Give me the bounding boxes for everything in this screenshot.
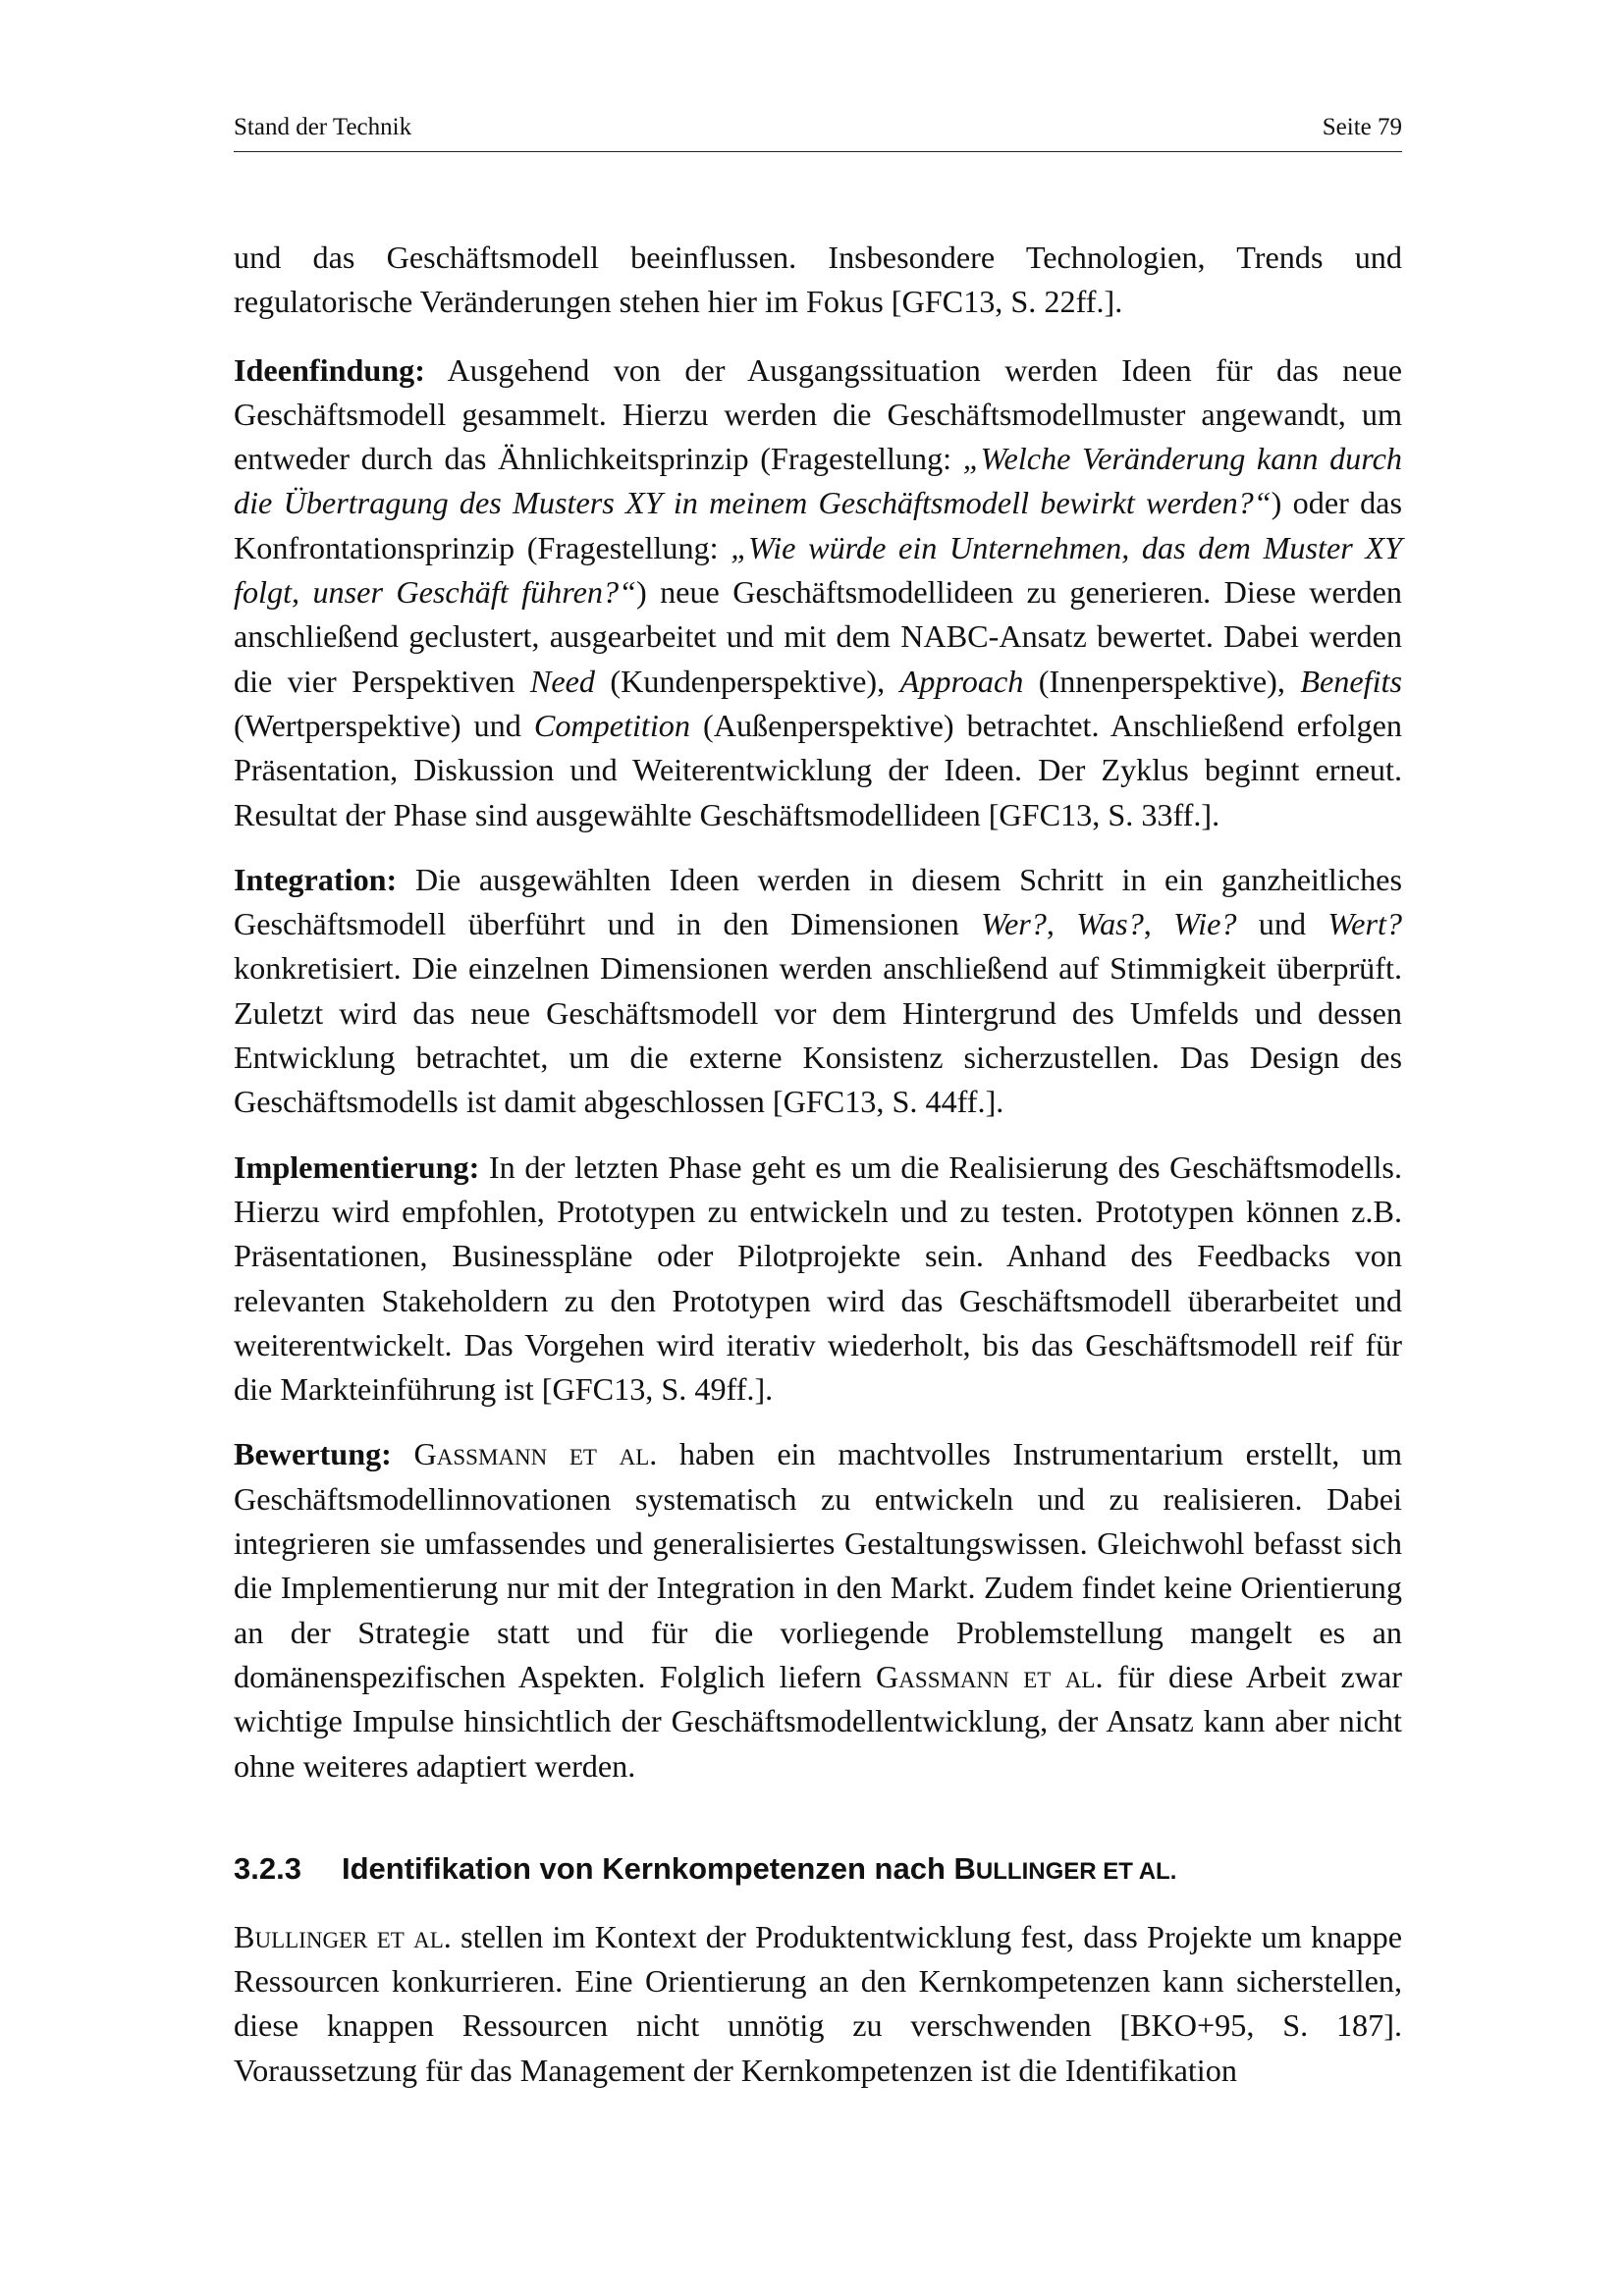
paragraph-text: (Kundenperspektive), — [595, 663, 900, 699]
paragraph-text: und das Geschäftsmodell beeinflussen. Insbesondere Technologien, Trends und regulatorische Veränderungen stehen hier im Fokus [GFC13, S. 22ff.]. — [234, 240, 1402, 320]
paragraph-text: stellen im Kontext der Produktentwicklung fest, dass Projekte um knappe Ressourcen konkurrieren. Eine Orientierung an den Kernkompetenzen kann sicherstellen, diese knappen Ressourcen nicht unnötig zu verschwenden [BKO+95, S. 187]. Voraussetzung für das Management der Kernkompetenzen ist die Identifikation — [234, 1918, 1402, 2088]
page-header — [234, 110, 1402, 152]
paragraph-text: ) oder das Konfrontationsprinzip (Fragestellung: — [234, 485, 1402, 565]
italic-term: Benefits — [1300, 663, 1402, 699]
italic-question: „Welche Veränderung kann durch die Übertragung des Musters XY in meinem Geschäftsmodell bewirkt werden?“ — [234, 441, 1402, 521]
italic-question: „Wie würde ein Unternehmen, das dem Muster XY folgt, unser Geschäft führen?“ — [234, 529, 1402, 611]
author-name: Bullinger et al. — [234, 1918, 452, 1954]
paragraph-text: (Innenperspektive), — [1023, 663, 1301, 699]
italic-term: Wer? — [981, 906, 1047, 942]
paragraph-text: (Wertperspektive) und — [234, 707, 534, 743]
paragraph-text: In der letzten Phase geht es um die Realisierung des Geschäftsmodells. Hierzu wird empfohlen, Prototypen zu entwickeln und zu testen. Prototypen können z.B. Präsentationen, Businesspläne oder Pilotprojekte sein. Anhand des Feedbacks von relevanten Stakeholdern zu den Prototypen wird das Geschäftsmodell überarbeitet und weiterentwickelt. Das Vorgehen wird iterativ wiederholt, bis das Geschäftsmodell reif für die Markteinführung ist [GFC13, S. 49ff.]. — [234, 1148, 1402, 1408]
italic-term: Wie? — [1173, 906, 1237, 942]
paragraph-label: Bewertung: — [234, 1436, 392, 1472]
page-body — [234, 236, 1402, 2113]
author-name: Gassmann et al. — [413, 1436, 658, 1472]
running-header-section: Stand der Technik — [234, 114, 412, 140]
section-title: Identifikation von Kernkompetenzen nach — [342, 1850, 954, 1886]
paragraph-text: (Außenperspektive) betrachtet. Anschließend erfolgen Präsentation, Diskussion und Weiterentwicklung der Ideen. Der Zyklus beginnt erneut. Resultat der Phase sind ausgewählte Geschäftsmodellideen [GFC13, S. 33ff.]. — [234, 707, 1402, 832]
page-number: Seite 79 — [1322, 114, 1402, 140]
section-title-author-initial: B — [953, 1850, 976, 1886]
paragraph-bullinger — [234, 1915, 1402, 2093]
italic-term: Competition — [533, 707, 690, 743]
paragraph-label: Integration: — [234, 861, 398, 897]
paragraph-text: konkretisiert. Die einzelnen Dimensionen werden anschließend auf Stimmigkeit überprüft. Zuletzt wird das neue Geschäftsmodell vor dem Hintergrund des Umfelds und dessen Entwicklung betrachtet, um die externe Konsistenz sicherzustellen. Das Design des Geschäftsmodells ist damit abgeschlossen [GFC13, S. 44ff.]. — [234, 950, 1402, 1120]
paragraph-label: Implementierung: — [234, 1148, 480, 1185]
italic-term: Need — [529, 663, 596, 699]
paragraph-bewertung — [234, 1432, 1402, 1788]
italic-term: Was? — [1076, 906, 1144, 942]
italic-term: Wert? — [1327, 906, 1403, 942]
paragraph-text: , — [1046, 906, 1077, 942]
paragraph-text: , — [1143, 906, 1174, 942]
paragraph-text: für diese Arbeit zwar wichtige Impulse hinsichtlich der Geschäftsmodellentwicklung, der Ansatz kann aber nicht ohne weiteres adaptiert werden. — [234, 1658, 1402, 1784]
paragraph-ideenfindung — [234, 348, 1402, 837]
section-number: 3.2.3 — [234, 1850, 301, 1886]
paragraph-continuation — [234, 236, 1402, 325]
paragraph-text: haben ein machtvolles Instrumentarium erstellt, um Geschäftsmodellinnovationen systematisch zu entwickeln und zu realisieren. Dabei integrieren sie umfassendes und generalisiertes Gestaltungswissen. Gleichwohl befasst sich die Implementierung nur mit der Integration in den Markt. Zudem findet keine Orientierung an der Strategie statt und für die vorliegende Problemstellung mangelt es an domänenspezifischen Aspekten. Folglich liefern — [234, 1436, 1402, 1694]
paragraph-label: Ideenfindung: — [234, 351, 425, 388]
section-heading — [234, 1849, 1402, 1892]
paragraph-text: ) neue Geschäftsmodellideen zu generieren. Diese werden anschließend geclustert, ausgearbeitet und mit dem NABC-Ansatz bewertet. Dabei werden die vier Perspektiven — [234, 574, 1402, 699]
paragraph-text: Die ausgewählten Ideen werden in diesem Schritt in ein ganzheitliches Geschäftsmodell überführt und in den Dimensionen — [234, 861, 1402, 942]
paragraph-text: Ausgehend von der Ausgangssituation werden Ideen für das neue Geschäftsmodell gesammelt. Hierzu werden die Geschäftsmodellmuster angewandt, um entweder durch das Ähnlichkeitsprinzip (Fragestellung: — [234, 351, 1402, 477]
paragraph-text: und — [1236, 906, 1328, 942]
author-name: Gassmann et al. — [876, 1658, 1104, 1694]
section-title-author-rest: ULLINGER ET AL. — [975, 1857, 1177, 1885]
paragraph-integration — [234, 858, 1402, 1125]
paragraph-implementierung — [234, 1146, 1402, 1413]
italic-term: Approach — [899, 663, 1024, 699]
